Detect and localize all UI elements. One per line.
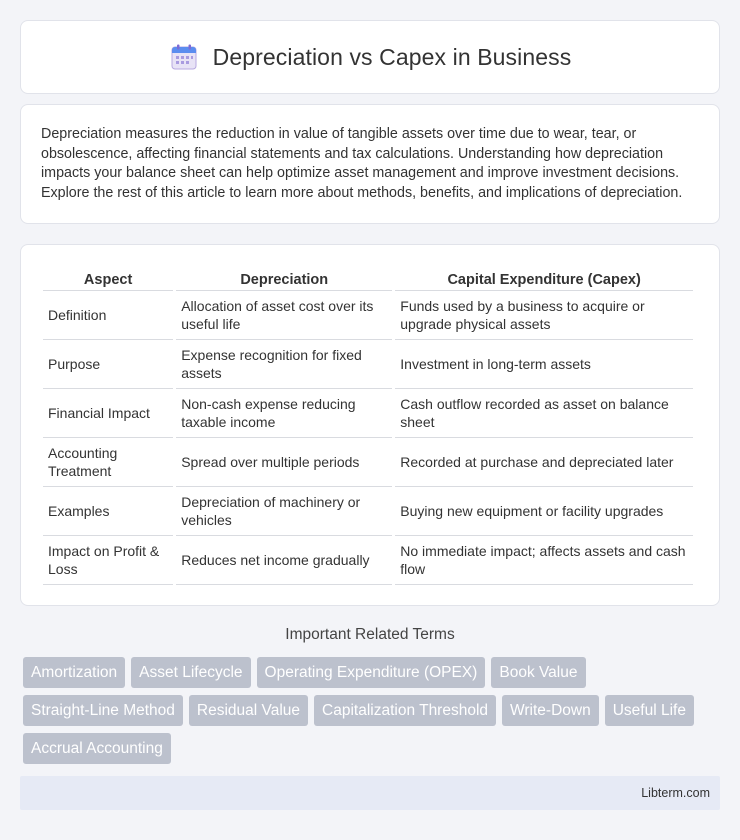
page-title: Depreciation vs Capex in Business bbox=[212, 43, 572, 70]
table-cell: Accounting Treatment bbox=[43, 438, 173, 487]
column-header-depreciation: Depreciation bbox=[176, 267, 392, 291]
tag-accrual-accounting[interactable]: Accrual Accounting bbox=[23, 733, 171, 764]
table-cell: Financial Impact bbox=[43, 389, 173, 438]
tag-asset-lifecycle[interactable]: Asset Lifecycle bbox=[131, 657, 250, 688]
table-cell: Examples bbox=[43, 487, 173, 536]
comparison-table-card bbox=[20, 244, 720, 606]
table-cell: Funds used by a business to acquire or upgrade physical assets bbox=[395, 291, 693, 340]
table-cell: Definition bbox=[43, 291, 173, 340]
table-row bbox=[43, 536, 693, 585]
table-row bbox=[43, 340, 693, 389]
tag-amortization[interactable]: Amortization bbox=[23, 657, 125, 688]
column-header-aspect: Aspect bbox=[43, 267, 173, 291]
table-cell: Impact on Profit & Loss bbox=[43, 536, 173, 585]
table-cell: Cash outflow recorded as asset on balance sheet bbox=[395, 389, 693, 438]
tag-residual-value[interactable]: Residual Value bbox=[189, 695, 308, 726]
intro-card bbox=[20, 104, 720, 224]
related-terms-title: Important Related Terms bbox=[285, 626, 455, 643]
table-cell: Recorded at purchase and depreciated later bbox=[395, 438, 693, 487]
table-row bbox=[43, 487, 693, 536]
tag-capitalization-threshold[interactable]: Capitalization Threshold bbox=[314, 695, 496, 726]
header-card bbox=[20, 20, 720, 94]
footer bbox=[20, 776, 720, 810]
calendar-icon bbox=[169, 42, 199, 72]
table-header-row bbox=[43, 267, 693, 291]
table-cell: Depreciation of machinery or vehicles bbox=[176, 487, 392, 536]
intro-text: Depreciation measures the reduction in value of tangible assets over time due to wear, tear, or obsolescence, affecting financial statements and tax calculations. Understanding how depreciation impacts your balance sheet can help optimize asset management and improve investment decisions. Explore the rest of this article to learn more about methods, benefits, and implications of depreciation. bbox=[41, 126, 683, 201]
table-row bbox=[43, 291, 693, 340]
tag-write-down[interactable]: Write-Down bbox=[502, 695, 599, 726]
table-cell: Allocation of asset cost over its useful life bbox=[176, 291, 392, 340]
table-cell: Buying new equipment or facility upgrades bbox=[395, 487, 693, 536]
title-wrap bbox=[169, 42, 572, 72]
column-header-capex: Capital Expenditure (Capex) bbox=[395, 267, 693, 291]
table-cell: Expense recognition for fixed assets bbox=[176, 340, 392, 389]
tag-operating-expenditure[interactable]: Operating Expenditure (OPEX) bbox=[257, 657, 486, 688]
table-cell: Reduces net income gradually bbox=[176, 536, 392, 585]
table-cell: Spread over multiple periods bbox=[176, 438, 392, 487]
table-cell: Non-cash expense reducing taxable income bbox=[176, 389, 392, 438]
tag-straight-line-method[interactable]: Straight-Line Method bbox=[23, 695, 183, 726]
comparison-table bbox=[40, 267, 696, 585]
tag-useful-life[interactable]: Useful Life bbox=[605, 695, 694, 726]
table-cell: No immediate impact; affects assets and cash flow bbox=[395, 536, 693, 585]
table-row bbox=[43, 438, 693, 487]
table-row bbox=[43, 389, 693, 438]
tag-book-value[interactable]: Book Value bbox=[491, 657, 585, 688]
related-terms-tags bbox=[23, 657, 723, 764]
table-cell: Purpose bbox=[43, 340, 173, 389]
table-cell: Investment in long-term assets bbox=[395, 340, 693, 389]
footer-brand-link[interactable]: Libterm.com bbox=[641, 786, 710, 800]
